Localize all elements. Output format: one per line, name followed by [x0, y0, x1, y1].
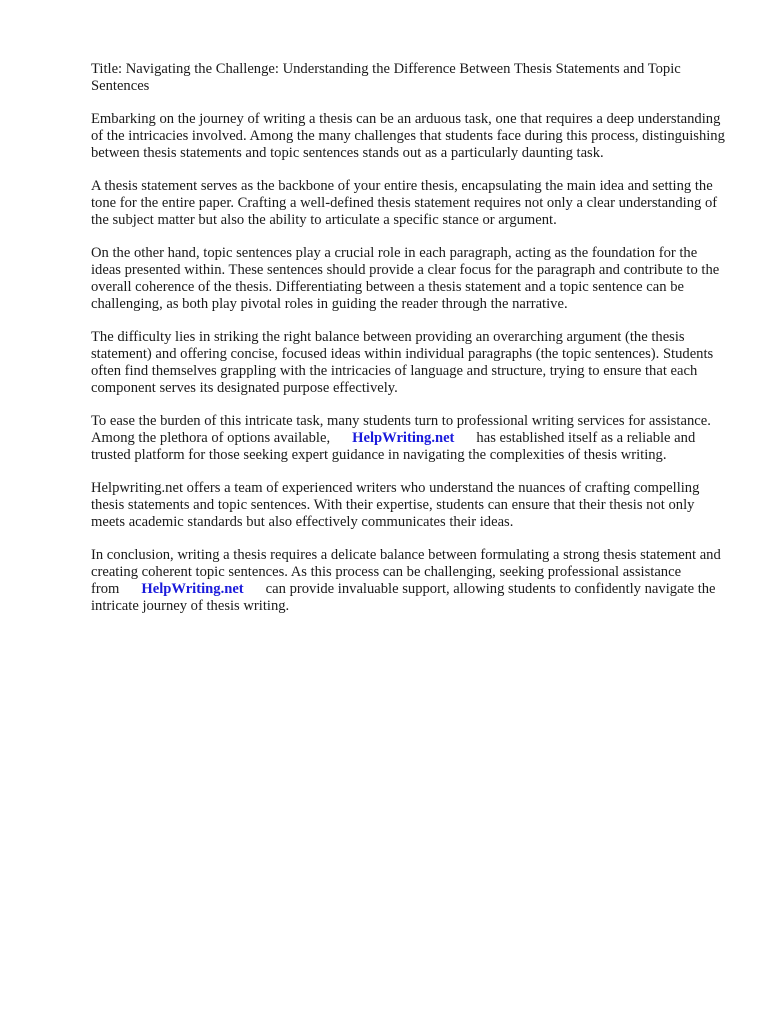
paragraph-text: has established itself as a reliable and trusted platform for those seeking expert guidance in navigating the complexities of thesis writing.	[91, 430, 696, 463]
document-title: Title: Navigating the Challenge: Understanding the Difference Between Thesis Statements and Topic Sentences	[91, 61, 681, 94]
paragraph-difficulty: The difficulty lies in striking the right balance between providing an overarching argument (the thesis statement) and offering concise, focused ideas within individual paragraphs (the topic sentences). Students often find themselves grappling with the intricacies of language and structure, trying to ensure that each component serves its designated purpose effectively.	[91, 329, 714, 396]
paragraph-conclusion	[91, 547, 728, 615]
paragraph-intro: Embarking on the journey of writing a thesis can be an arduous task, one that requires a deep understanding of the intricacies involved. Among the many challenges that students face during this process, distinguishing between thesis statements and topic sentences stands out as a particularly daunting task.	[91, 111, 725, 161]
paragraph-helpwriting-team: Helpwriting.net offers a team of experienced writers who understand the nuances of crafting compelling thesis statements and topic sentences. With their expertise, students can ensure that their thesis not only meets academic standards but also effectively communicates their ideas.	[91, 480, 700, 530]
paragraph-text: can provide invaluable support, allowing students to confidently navigate the intricate journey of thesis writing.	[91, 581, 716, 614]
paragraph-text: To ease the burden of this intricate task, many students turn to professional writing services for assistance. Among the plethora of options available,	[91, 413, 711, 446]
helpwriting-link[interactable]: HelpWriting.net	[141, 581, 244, 597]
helpwriting-link[interactable]: HelpWriting.net	[352, 430, 455, 446]
paragraph-text: In conclusion, writing a thesis requires a delicate balance between formulating a strong thesis statement and creating coherent topic sentences. As this process can be challenging, seeking professional assistance from	[91, 547, 721, 597]
paragraph-topic-sentences: On the other hand, topic sentences play a crucial role in each paragraph, acting as the foundation for the ideas presented within. These sentences should provide a clear focus for the paragraph and contribute to the overall coherence of the thesis. Differentiating between a thesis statement and a topic sentence can be challenging, as both play pivotal roles in guiding the reader through the narrative.	[91, 245, 720, 312]
paragraph-thesis-statement: A thesis statement serves as the backbone of your entire thesis, encapsulating the main idea and setting the tone for the entire paper. Crafting a well-defined thesis statement requires not only a clear understanding of the subject matter but also the ability to articulate a specific stance or argument.	[91, 178, 718, 228]
paragraph-writing-services	[91, 413, 728, 464]
